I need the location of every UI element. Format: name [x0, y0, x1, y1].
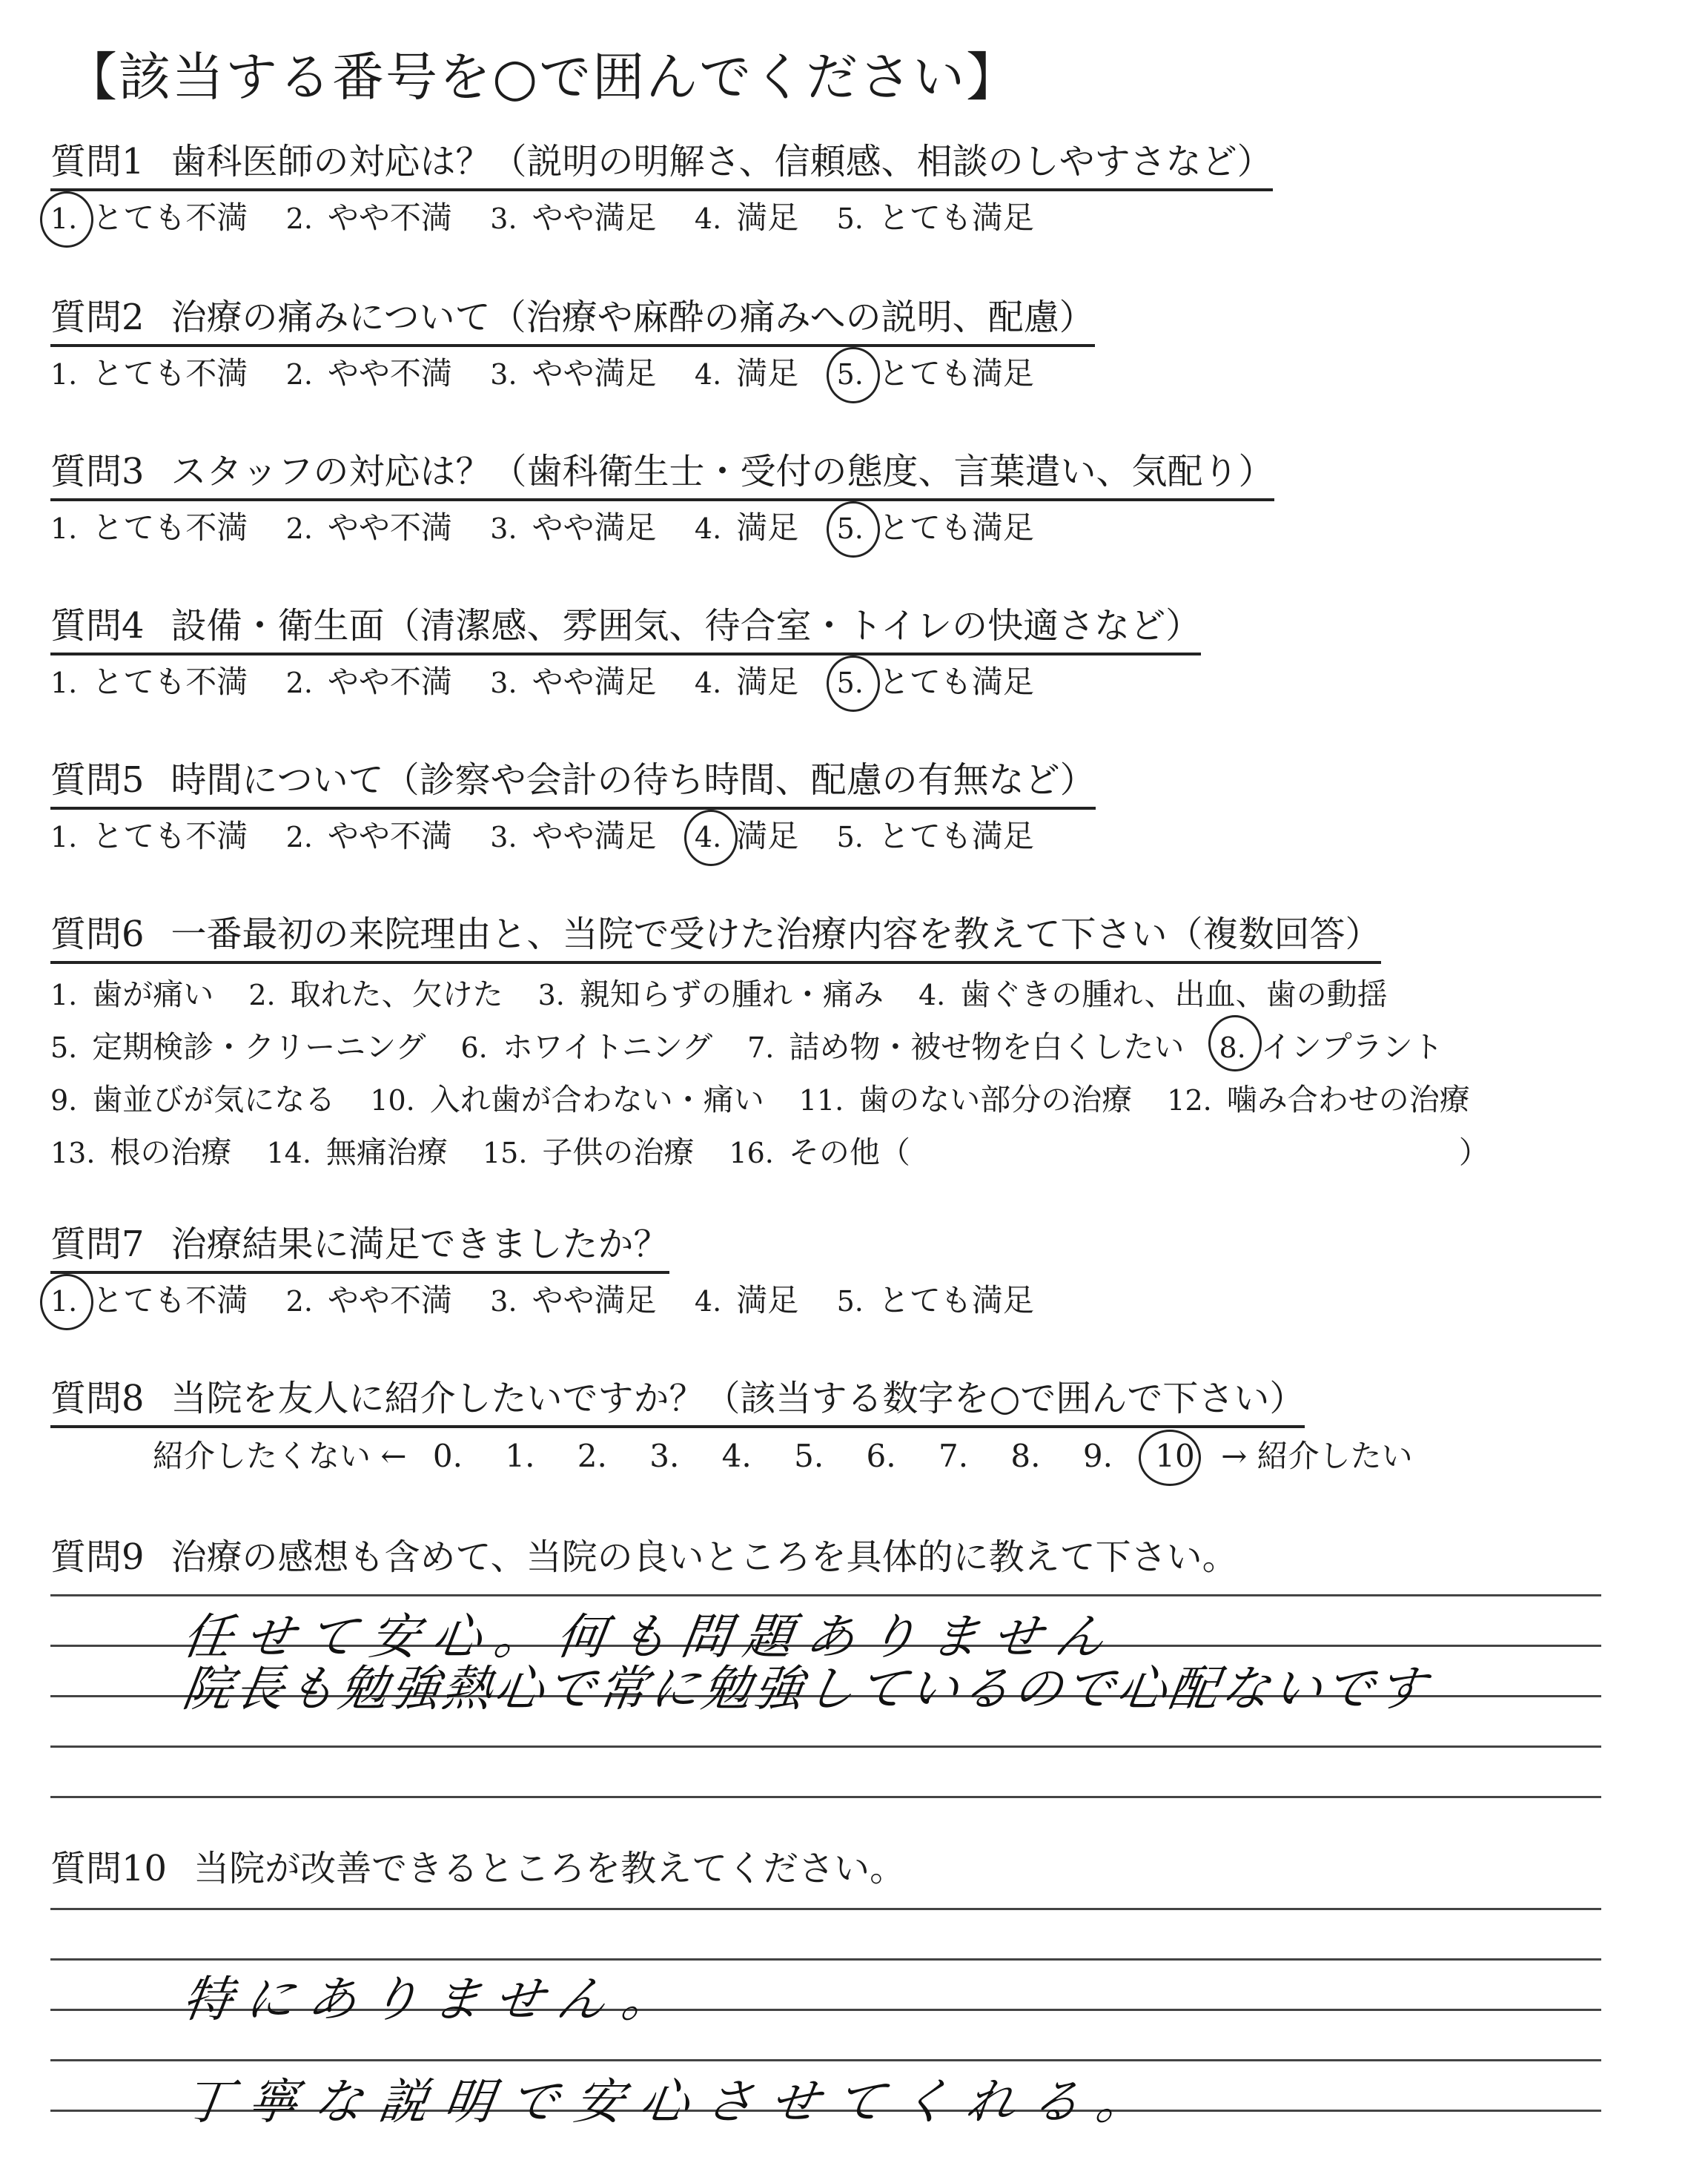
reason-option[interactable]: 1. 歯が痛い [50, 977, 214, 1012]
option-2[interactable]: 2. やや不満 [285, 818, 452, 854]
question-number: 質問7 [50, 1223, 145, 1265]
option-5[interactable]: 5. とても満足 [837, 661, 1034, 704]
question-number: 質問3 [50, 451, 145, 492]
option-5[interactable]: 5. とても満足 [837, 353, 1034, 395]
reason-option[interactable]: 15. 子供の治療 [482, 1135, 695, 1170]
option-5[interactable]: 5. とても満足 [836, 1282, 1034, 1318]
question-number: 質問1 [50, 141, 145, 182]
option-2[interactable]: 2. やや不満 [285, 664, 452, 700]
scale-3[interactable]: 3. [649, 1438, 680, 1474]
question-6 [50, 912, 1515, 1179]
reason-options [50, 968, 1515, 1179]
option-3[interactable]: 3. やや満足 [490, 664, 657, 700]
question-4 [50, 604, 1201, 704]
reason-option[interactable]: 2. 取れた、欠けた [248, 977, 503, 1012]
question-9-header [50, 1535, 1238, 1584]
answer-line [50, 1594, 1601, 1596]
rating-options [50, 816, 1096, 858]
question-text: 治療の感想も含めて、当院の良いところを具体的に教えて下さい。 [171, 1536, 1238, 1578]
question-number: 質問10 [50, 1848, 168, 1889]
reason-option[interactable]: 7. 詰め物・被せ物を白くしたい [747, 1029, 1185, 1065]
option-1[interactable]: 1. とても不満 [50, 355, 248, 392]
reason-option[interactable]: 6. ホワイトニング [460, 1029, 713, 1065]
handwritten-answer-line-1: 任せて安心。何も問題ありません [179, 1608, 1122, 1665]
question-text: 治療の痛みについて（治療や麻酔の痛みへの説明、配慮） [171, 297, 1095, 338]
question-text: 一番最初の来院理由と、当院で受けた治療内容を教えて下さい（複数回答） [171, 914, 1381, 955]
option-1[interactable]: 1. とても不満 [50, 818, 248, 854]
scale-7[interactable]: 7. [938, 1438, 969, 1474]
question-10-answer-area[interactable] [50, 1902, 1601, 2130]
question-text: 歯科医師の対応は？（説明の明解さ、信頼感、相談のしやすさなど） [171, 141, 1273, 182]
question-text: 当院が改善できるところを教えてください。 [193, 1848, 906, 1889]
question-9-answer-area[interactable] [50, 1587, 1601, 1809]
option-5[interactable]: 5. とても満足 [837, 507, 1034, 549]
scale-1[interactable]: 1. [505, 1438, 535, 1474]
reason-option-selected[interactable]: 8. インプラント [1219, 1021, 1443, 1074]
option-4[interactable]: 4. 満足 [694, 199, 799, 236]
option-4[interactable]: 4. 満足 [694, 1282, 799, 1318]
option-3[interactable]: 3. やや満足 [490, 355, 657, 392]
question-text: 設備・衛生面（清潔感、雰囲気、待合室・トイレの快適さなど） [171, 605, 1202, 647]
answer-line [50, 1745, 1601, 1748]
handwritten-answer-line-1: 特にありません。 [179, 1971, 689, 2028]
scale-left-label: 紹介したくない ← [153, 1438, 407, 1474]
question-7 [50, 1222, 1062, 1322]
option-3[interactable]: 3. やや満足 [490, 509, 657, 546]
option-2[interactable]: 2. やや不満 [285, 355, 452, 392]
reason-option[interactable]: 3. 親知らずの腫れ・痛み [537, 977, 884, 1012]
question-10-header [50, 1846, 905, 1895]
rating-options [50, 661, 1201, 704]
rating-options [50, 353, 1095, 395]
option-1[interactable]: 1. とても不満 [50, 664, 248, 700]
option-2[interactable]: 2. やや不満 [285, 1282, 452, 1318]
question-2-header [50, 295, 1095, 347]
answer-line [50, 1796, 1601, 1798]
page-title: 【該当する番号を○で囲んでください】 [65, 47, 1020, 108]
option-4[interactable]: 4. 満足 [694, 664, 799, 700]
handwritten-answer-line-2: 丁寧な説明で安心させてくれる。 [179, 2073, 1166, 2130]
question-1-header [50, 139, 1273, 191]
question-6-header [50, 912, 1381, 964]
rating-options [50, 197, 1273, 240]
scale-right-label: → 紹介したい [1221, 1438, 1413, 1474]
question-text: 時間について（診察や会計の待ち時間、配慮の有無など） [171, 759, 1096, 801]
question-number: 質問8 [50, 1378, 145, 1419]
option-3[interactable]: 3. やや満足 [490, 1282, 657, 1318]
reason-option-other[interactable]: 16. その他（ ） [729, 1135, 1489, 1170]
scale-0[interactable]: 0. [432, 1438, 463, 1474]
option-1[interactable]: 1. とても不満 [50, 509, 248, 546]
reason-option[interactable]: 11. 歯のない部分の治療 [798, 1082, 1133, 1117]
question-number: 質問4 [50, 605, 145, 647]
option-1[interactable]: 1. とても不満 [50, 197, 248, 240]
rating-options [50, 507, 1274, 549]
answer-line [50, 2059, 1601, 2061]
question-4-header [50, 604, 1201, 655]
scale-8[interactable]: 8. [1010, 1438, 1041, 1474]
recommend-scale [153, 1436, 1413, 1477]
question-number: 質問2 [50, 297, 145, 338]
option-3[interactable]: 3. やや満足 [490, 818, 657, 854]
reason-option[interactable]: 12. 噛み合わせの治療 [1167, 1082, 1470, 1117]
option-3[interactable]: 3. やや満足 [490, 199, 657, 236]
option-4[interactable]: 4. 満足 [694, 355, 799, 392]
option-4[interactable]: 4. 満足 [695, 816, 798, 858]
reason-option[interactable]: 10. 入れ歯が合わない・痛い [370, 1082, 764, 1117]
option-5[interactable]: 5. とても満足 [836, 818, 1034, 854]
other-close-paren: ） [1458, 1135, 1489, 1170]
answer-line [50, 1908, 1601, 1910]
question-8 [50, 1376, 1413, 1477]
handwritten-answer-line-2: 院長も勉強熱心で常に勉強しているので心配ないです [179, 1660, 1433, 1717]
question-5 [50, 758, 1096, 858]
question-number: 質問6 [50, 914, 145, 955]
reason-option[interactable]: 4. 歯ぐきの腫れ、出血、歯の動揺 [918, 977, 1388, 1012]
question-9 [50, 1535, 1238, 1584]
question-3 [50, 449, 1274, 549]
question-3-header [50, 449, 1274, 501]
reason-option[interactable]: 14. 無痛治療 [266, 1135, 448, 1170]
question-text: 治療結果に満足できましたか？ [171, 1223, 669, 1265]
question-text: 当院を友人に紹介したいですか？（該当する数字を○で囲んで下さい） [171, 1378, 1305, 1419]
scale-9[interactable]: 9. [1082, 1438, 1113, 1474]
question-1 [50, 139, 1273, 240]
rating-options [50, 1280, 1062, 1322]
scale-6[interactable]: 6. [866, 1438, 896, 1474]
scale-4[interactable]: 4. [721, 1438, 752, 1474]
option-2[interactable]: 2. やや不満 [285, 509, 452, 546]
question-text: スタッフの対応は？（歯科衛生士・受付の態度、言葉遣い、気配り） [171, 451, 1274, 492]
reason-option[interactable]: 13. 根の治療 [50, 1135, 232, 1170]
scale-2[interactable]: 2. [577, 1438, 607, 1474]
option-5[interactable]: 5. とても満足 [836, 199, 1034, 236]
option-4[interactable]: 4. 満足 [694, 509, 799, 546]
question-5-header [50, 758, 1096, 810]
question-10 [50, 1846, 905, 1895]
reason-option[interactable]: 5. 定期検診・クリーニング [50, 1029, 426, 1065]
question-number: 質問9 [50, 1536, 145, 1578]
question-number: 質問5 [50, 759, 145, 801]
option-2[interactable]: 2. やや不満 [285, 199, 452, 236]
question-8-header [50, 1376, 1305, 1428]
question-2 [50, 295, 1095, 395]
reason-option[interactable]: 9. 歯並びが気になる [50, 1082, 336, 1117]
scale-10-selected[interactable]: 10 [1155, 1436, 1194, 1477]
option-1[interactable]: 1. とても不満 [50, 1280, 248, 1322]
question-7-header [50, 1222, 669, 1274]
scale-5[interactable]: 5. [794, 1438, 824, 1474]
